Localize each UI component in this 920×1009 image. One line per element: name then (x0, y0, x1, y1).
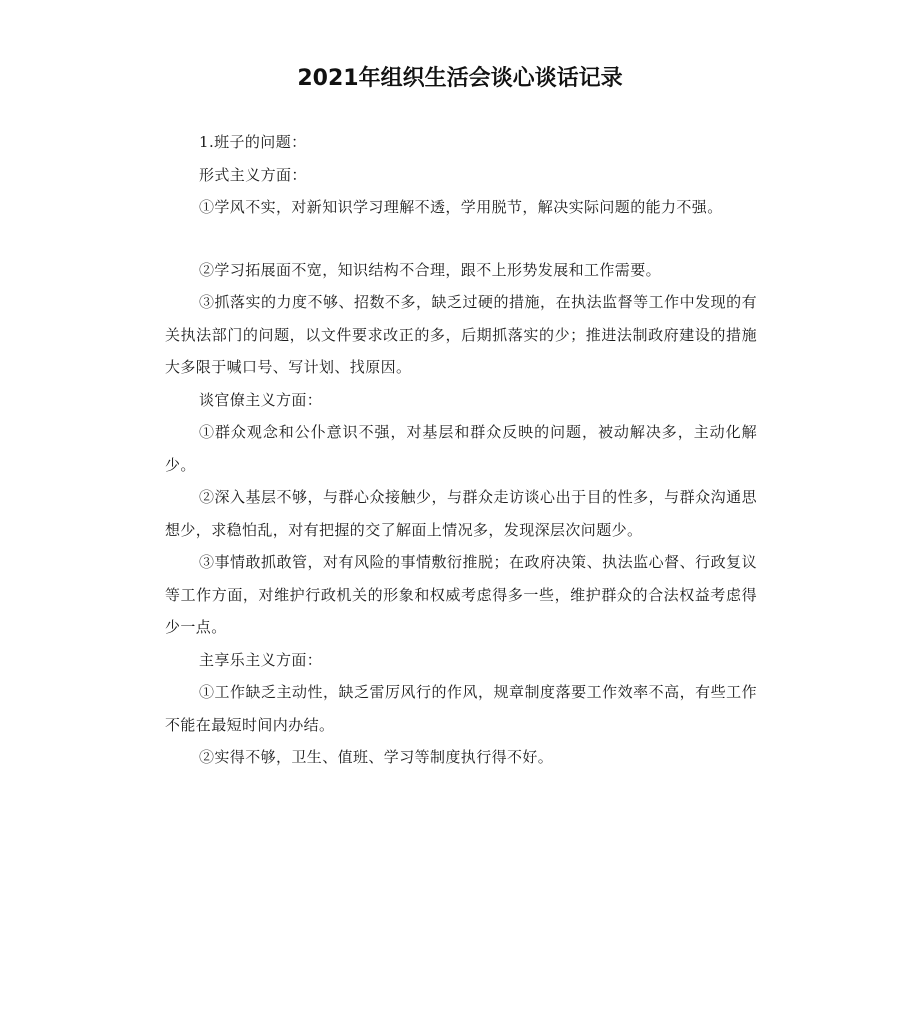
paragraph-bureaucratism-2: ②深入基层不够，与群心众接触少，与群众走访谈心出于目的性多，与群众沟通思想少，求稳怕乱，对有把握的交了解面上情况多，发现深层次问题少。 (165, 488, 757, 539)
paragraph-hedonism-heading: 主享乐主义方面： (199, 650, 323, 669)
document-body (165, 126, 757, 774)
paragraph-formalism-2: ②学习拓展面不宽，知识结构不合理，跟不上形势发展和工作需要。 (199, 260, 662, 279)
paragraph-formalism-3: ③抓落实的力度不够、招数不多，缺乏过硬的措施，在执法监督等工作中发现的有关执法部门的问题，以文件要求改正的多，后期抓落实的少；推进法制政府建设的措施大多限于喊口号、写计划、找原因。 (165, 293, 757, 376)
paragraph-hedonism-2: ②实得不够，卫生、值班、学习等制度执行得不好。 (199, 748, 554, 766)
paragraph-bureaucratism-1: ①群众观念和公仆意识不强，对基层和群众反映的问题，被动解决多，主动化解少。 (165, 423, 757, 474)
paragraph-gap (165, 224, 757, 254)
paragraph-bureaucratism-heading: 谈官僚主义方面： (199, 390, 323, 409)
paragraph-formalism-1: ①学风不实，对新知识学习理解不透，学用脱节，解决实际问题的能力不强。 (199, 198, 723, 216)
paragraph-bureaucratism-3: ③事情敢抓敢管，对有风险的事情敷衍推脱；在政府决策、执法监心督、行政复议等工作方面，对维护行政机关的形象和权威考虑得多一些，维护群众的合法权益考虑得少一点。 (165, 553, 757, 636)
paragraph-section-heading: 1.班子的问题： (199, 133, 307, 151)
document-title: 2021年组织生活会谈心谈话记录 (297, 66, 623, 91)
paragraph-hedonism-1: ①工作缺乏主动性，缺乏雷厉风行的作风，规章制度落要工作效率不高，有些工作不能在最短时间内办结。 (165, 683, 757, 734)
paragraph-formalism-heading: 形式主义方面： (199, 165, 307, 184)
